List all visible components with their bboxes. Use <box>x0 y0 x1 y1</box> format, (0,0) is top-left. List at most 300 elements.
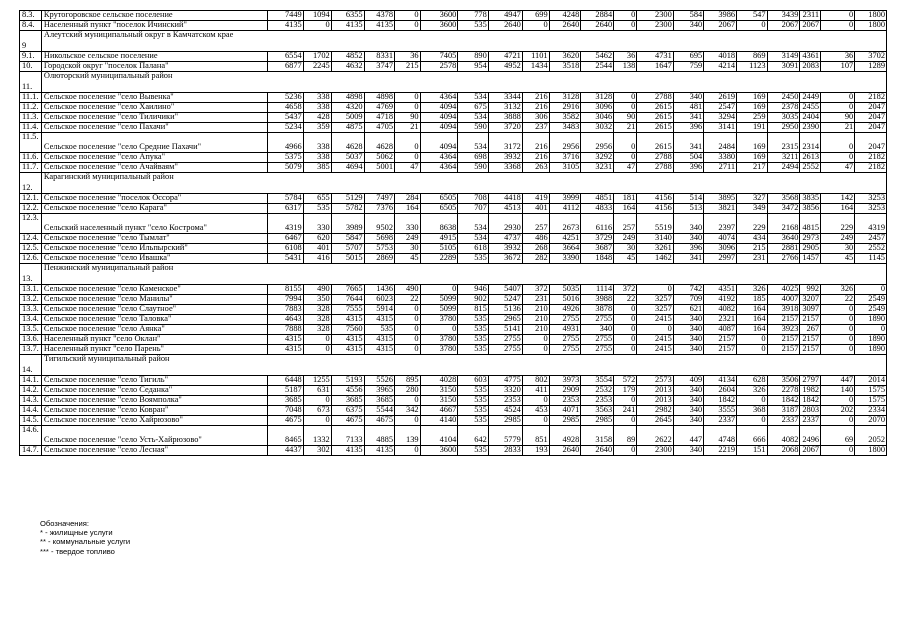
cell-value: 4082 <box>704 305 737 315</box>
cell-value: 4437 <box>268 446 303 456</box>
cell-value: 3600 <box>420 21 458 31</box>
cell-value: 2300 <box>637 11 674 21</box>
cell-value: 2070 <box>855 416 887 426</box>
section-header-row <box>20 31 887 52</box>
cell-value: 8331 <box>364 52 394 62</box>
cell-value: 5079 <box>268 163 303 173</box>
cell-value: 6505 <box>420 204 458 214</box>
cell-value: 5247 <box>488 295 522 305</box>
cell-value: 0 <box>614 93 637 103</box>
cell-value: 1457 <box>800 254 821 264</box>
cell-value: 2289 <box>420 254 458 264</box>
row-code: 12.3. <box>20 214 42 234</box>
cell-value: 2615 <box>637 103 674 113</box>
cell-value: 0 <box>395 11 421 21</box>
cell-value: 22 <box>821 295 855 305</box>
cell-value: 1123 <box>737 62 767 72</box>
row-name: Сельское поселение "село Слаутное" <box>41 305 267 315</box>
cell-value: 164 <box>395 204 421 214</box>
cell-value: 2881 <box>767 244 800 254</box>
cell-value: 3128 <box>549 93 581 103</box>
cell-value: 2067 <box>800 446 821 456</box>
table-row <box>20 426 887 446</box>
cell-value: 90 <box>821 113 855 123</box>
row-name: Сельское поселение "село Воямполка" <box>41 396 267 406</box>
tariff-table <box>19 10 887 456</box>
cell-value: 2415 <box>637 315 674 325</box>
cell-value: 4028 <box>420 376 458 386</box>
cell-value: 229 <box>821 214 855 234</box>
cell-value: 2494 <box>767 163 800 173</box>
row-code: 8.3. <box>20 11 42 21</box>
cell-value: 2673 <box>549 214 581 234</box>
cell-value: 3986 <box>704 11 737 21</box>
cell-value: 742 <box>673 285 703 295</box>
cell-value: 5847 <box>331 234 364 244</box>
cell-value: 1094 <box>303 11 331 21</box>
cell-value: 3207 <box>800 295 821 305</box>
cell-value: 21 <box>821 123 855 133</box>
cell-value: 2014 <box>855 376 887 386</box>
cell-value: 90 <box>614 113 637 123</box>
table-row <box>20 52 887 62</box>
cell-value: 7048 <box>268 406 303 416</box>
cell-value: 3187 <box>767 406 800 416</box>
cell-value: 21 <box>395 123 421 133</box>
row-code: 13.2. <box>20 295 42 305</box>
cell-value: 0 <box>395 103 421 113</box>
cell-value: 328 <box>303 315 331 325</box>
cell-value: 3140 <box>637 234 674 244</box>
cell-value: 5544 <box>364 406 394 416</box>
cell-value: 47 <box>614 163 637 173</box>
cell-value: 4135 <box>364 21 394 31</box>
cell-value: 4851 <box>581 194 614 204</box>
legend-item: *** - твердое топливо <box>40 546 115 556</box>
cell-value: 0 <box>821 335 855 345</box>
table-row <box>20 345 887 355</box>
cell-value: 2956 <box>549 133 581 153</box>
cell-value: 3895 <box>704 194 737 204</box>
cell-value: 902 <box>458 295 488 305</box>
cell-value: 69 <box>821 426 855 446</box>
cell-value: 890 <box>458 52 488 62</box>
cell-value: 4748 <box>704 426 737 446</box>
row-name: Алеутский муниципальный округ в Камчатском крае <box>41 31 886 52</box>
cell-value: 164 <box>737 305 767 315</box>
cell-value: 2640 <box>581 446 614 456</box>
tariff-table-body <box>20 11 887 456</box>
cell-value: 3988 <box>581 295 614 305</box>
row-name: Сельский населенный пункт "село Кострома" <box>41 214 267 234</box>
cell-value: 1842 <box>767 396 800 406</box>
row-code: 14.1. <box>20 376 42 386</box>
cell-value: 3965 <box>364 386 394 396</box>
cell-value: 2640 <box>581 21 614 31</box>
cell-value: 2755 <box>581 335 614 345</box>
cell-value: 4315 <box>364 345 394 355</box>
cell-value: 5193 <box>331 376 364 386</box>
cell-value: 2337 <box>704 416 737 426</box>
cell-value: 2532 <box>581 386 614 396</box>
cell-value: 267 <box>800 325 821 335</box>
cell-value: 535 <box>458 406 488 416</box>
cell-value: 2083 <box>800 62 821 72</box>
row-code: 11.6. <box>20 153 42 163</box>
cell-value: 4675 <box>331 416 364 426</box>
cell-value: 7376 <box>364 204 394 214</box>
cell-value: 4694 <box>331 163 364 173</box>
row-name: Сельское поселение "село Усть-Хайрюзово" <box>41 426 267 446</box>
cell-value: 0 <box>614 335 637 345</box>
cell-value: 3096 <box>704 244 737 254</box>
cell-value: 2640 <box>549 21 581 31</box>
cell-value: 2067 <box>800 21 821 31</box>
row-name: Сельское поселение "село Вывенка" <box>41 93 267 103</box>
cell-value: 3563 <box>581 406 614 416</box>
cell-value: 2549 <box>855 305 887 315</box>
cell-value: 2965 <box>488 315 522 325</box>
cell-value: 3932 <box>488 244 522 254</box>
cell-value: 1890 <box>855 345 887 355</box>
cell-value: 4658 <box>268 103 303 113</box>
cell-value: 802 <box>522 376 549 386</box>
cell-value: 0 <box>614 153 637 163</box>
cell-value: 0 <box>303 21 331 31</box>
cell-value: 341 <box>673 254 703 264</box>
cell-value: 4731 <box>637 52 674 62</box>
cell-value: 3687 <box>581 244 614 254</box>
cell-value: 3878 <box>581 305 614 315</box>
cell-value: 2645 <box>637 416 674 426</box>
cell-value: 534 <box>458 234 488 244</box>
cell-value: 3368 <box>488 163 522 173</box>
cell-value: 340 <box>581 325 614 335</box>
cell-value: 4315 <box>268 335 303 345</box>
cell-value: 3035 <box>767 113 800 123</box>
cell-value: 181 <box>614 194 637 204</box>
cell-value: 4082 <box>767 426 800 446</box>
cell-value: 3261 <box>637 244 674 254</box>
cell-value: 2378 <box>767 103 800 113</box>
cell-value: 851 <box>522 426 549 446</box>
row-name: Сельское поселение "село Седанка" <box>41 386 267 396</box>
cell-value: 4718 <box>364 113 394 123</box>
cell-value: 349 <box>737 204 767 214</box>
row-code: 11.3. <box>20 113 42 123</box>
cell-value: 6448 <box>268 376 303 386</box>
cell-value: 4018 <box>704 52 737 62</box>
cell-value: 535 <box>458 386 488 396</box>
cell-value: 217 <box>737 163 767 173</box>
cell-value: 513 <box>673 204 703 214</box>
cell-value: 514 <box>673 194 703 204</box>
row-code: 9 <box>20 31 42 52</box>
cell-value: 490 <box>395 285 421 295</box>
row-code: 14.4. <box>20 406 42 416</box>
cell-value: 338 <box>303 103 331 113</box>
cell-value: 698 <box>458 153 488 163</box>
cell-value: 4248 <box>549 11 581 21</box>
cell-value: 5136 <box>488 305 522 315</box>
cell-value: 237 <box>522 123 549 133</box>
cell-value: 2353 <box>488 396 522 406</box>
cell-value: 4737 <box>488 234 522 244</box>
cell-value: 3032 <box>581 123 614 133</box>
cell-value: 0 <box>303 335 331 345</box>
cell-value: 5009 <box>331 113 364 123</box>
row-code: 14.3. <box>20 396 42 406</box>
row-name: Тигильский муниципальный район <box>41 355 886 376</box>
cell-value: 2833 <box>488 446 522 456</box>
cell-value: 3973 <box>549 376 581 386</box>
cell-value: 4721 <box>488 52 522 62</box>
cell-value: 642 <box>458 426 488 446</box>
cell-value: 620 <box>303 234 331 244</box>
cell-value: 618 <box>458 244 488 254</box>
cell-value: 946 <box>458 285 488 295</box>
cell-value: 5519 <box>637 214 674 234</box>
cell-value: 535 <box>458 446 488 456</box>
cell-value: 5431 <box>268 254 303 264</box>
cell-value: 9502 <box>364 214 394 234</box>
cell-value: 7405 <box>420 52 458 62</box>
cell-value: 2552 <box>855 244 887 254</box>
cell-value: 4351 <box>704 285 737 295</box>
table-row <box>20 163 887 173</box>
cell-value: 164 <box>737 325 767 335</box>
cell-value: 0 <box>303 345 331 355</box>
cell-value: 4643 <box>268 315 303 325</box>
cell-value: 535 <box>364 325 394 335</box>
cell-value: 621 <box>673 305 703 315</box>
cell-value: 428 <box>303 113 331 123</box>
cell-value: 3582 <box>549 113 581 123</box>
cell-value: 2788 <box>637 163 674 173</box>
cell-value: 0 <box>737 335 767 345</box>
cell-value: 411 <box>522 386 549 396</box>
cell-value: 3096 <box>581 103 614 113</box>
cell-value: 4364 <box>420 93 458 103</box>
cell-value: 2047 <box>855 133 887 153</box>
cell-value: 2909 <box>549 386 581 396</box>
cell-value: 0 <box>614 133 637 153</box>
cell-value: 7133 <box>331 426 364 446</box>
row-name: Сельское поселение "село Каменское" <box>41 285 267 295</box>
cell-value: 3685 <box>331 396 364 406</box>
cell-value: 2985 <box>581 416 614 426</box>
cell-value: 4112 <box>549 204 581 214</box>
cell-value: 0 <box>821 345 855 355</box>
cell-value: 534 <box>458 214 488 234</box>
cell-value: 169 <box>737 133 767 153</box>
cell-value: 191 <box>737 123 767 133</box>
cell-value: 2803 <box>800 406 821 416</box>
cell-value: 2619 <box>704 93 737 103</box>
cell-value: 2278 <box>767 386 800 396</box>
cell-value: 2157 <box>767 345 800 355</box>
cell-value: 535 <box>458 335 488 345</box>
cell-value: 2916 <box>549 103 581 113</box>
cell-value: 7644 <box>331 295 364 305</box>
cell-value: 0 <box>614 315 637 325</box>
cell-value: 45 <box>395 254 421 264</box>
cell-value: 0 <box>395 315 421 325</box>
cell-value: 340 <box>673 386 703 396</box>
cell-value: 4418 <box>488 194 522 204</box>
cell-value: 0 <box>395 446 421 456</box>
row-code: 13.1. <box>20 285 42 295</box>
cell-value: 340 <box>673 234 703 244</box>
cell-value: 3320 <box>488 386 522 396</box>
cell-value: 259 <box>737 113 767 123</box>
cell-value: 5784 <box>268 194 303 204</box>
row-name: Сельское поселение "село Ивашка" <box>41 254 267 264</box>
cell-value: 4319 <box>855 214 887 234</box>
cell-value: 36 <box>395 52 421 62</box>
row-name: Сельское поселение "село Ачайваям" <box>41 163 267 173</box>
cell-value: 5707 <box>331 244 364 254</box>
row-name: Населенный пункт "село Парень" <box>41 345 267 355</box>
legend-title: Обозначения: <box>40 519 89 528</box>
cell-value: 2182 <box>855 163 887 173</box>
cell-value: 1145 <box>855 254 887 264</box>
cell-value: 4875 <box>331 123 364 133</box>
cell-value: 7555 <box>331 305 364 315</box>
cell-value: 2449 <box>800 93 821 103</box>
cell-value: 486 <box>522 234 549 244</box>
cell-value: 0 <box>395 93 421 103</box>
cell-value: 3600 <box>420 446 458 456</box>
cell-value: 2484 <box>704 133 737 153</box>
cell-value: 481 <box>673 103 703 113</box>
cell-value: 0 <box>637 285 674 295</box>
cell-value: 179 <box>614 386 637 396</box>
cell-value: 2711 <box>704 163 737 173</box>
legend <box>40 519 130 556</box>
cell-value: 4556 <box>331 386 364 396</box>
row-code: 11.1. <box>20 93 42 103</box>
cell-value: 5526 <box>364 376 394 386</box>
row-name: Крутогоровское сельское поселение <box>41 11 267 21</box>
cell-value: 2157 <box>800 345 821 355</box>
cell-value: 0 <box>303 416 331 426</box>
cell-value: 340 <box>673 406 703 416</box>
cell-value: 3472 <box>767 204 800 214</box>
cell-value: 3685 <box>364 396 394 406</box>
cell-value: 673 <box>303 406 331 416</box>
cell-value: 2390 <box>800 123 821 133</box>
cell-value: 1434 <box>522 62 549 72</box>
cell-value: 5236 <box>268 93 303 103</box>
cell-value: 0 <box>614 396 637 406</box>
cell-value: 0 <box>821 103 855 113</box>
cell-value: 992 <box>800 285 821 295</box>
cell-value: 954 <box>458 62 488 72</box>
cell-value: 0 <box>614 325 637 335</box>
cell-value: 5001 <box>364 163 394 173</box>
cell-value: 216 <box>522 103 549 113</box>
cell-value: 338 <box>303 133 331 153</box>
cell-value: 302 <box>303 446 331 456</box>
table-row <box>20 93 887 103</box>
cell-value: 3211 <box>767 153 800 163</box>
cell-value: 2985 <box>549 416 581 426</box>
cell-value: 2604 <box>704 386 737 396</box>
cell-value: 5105 <box>420 244 458 254</box>
row-name: Карагинский муниципальный район <box>41 173 886 194</box>
table-row <box>20 315 887 325</box>
cell-value: 1842 <box>704 396 737 406</box>
cell-value: 2573 <box>637 376 674 386</box>
cell-value: 4025 <box>767 285 800 295</box>
legend-item: * - жилищные услуги <box>40 528 113 538</box>
cell-value: 0 <box>420 325 458 335</box>
cell-value: 340 <box>673 335 703 345</box>
cell-value: 4898 <box>331 93 364 103</box>
cell-value: 3390 <box>549 254 581 264</box>
cell-value: 707 <box>458 204 488 214</box>
cell-value: 0 <box>737 396 767 406</box>
cell-value: 0 <box>821 11 855 21</box>
cell-value: 1332 <box>303 426 331 446</box>
cell-value: 6467 <box>268 234 303 244</box>
cell-value: 4966 <box>268 133 303 153</box>
cell-value: 2755 <box>488 335 522 345</box>
cell-value: 3923 <box>767 325 800 335</box>
cell-value: 535 <box>458 254 488 264</box>
cell-value: 4135 <box>331 21 364 31</box>
cell-value: 535 <box>303 204 331 214</box>
cell-value: 2067 <box>704 21 737 31</box>
cell-value: 140 <box>821 386 855 396</box>
cell-value: 3989 <box>331 214 364 234</box>
row-code: 12.1. <box>20 194 42 204</box>
cell-value: 699 <box>522 11 549 21</box>
cell-value: 396 <box>673 163 703 173</box>
cell-value: 2640 <box>488 21 522 31</box>
cell-value: 6116 <box>581 214 614 234</box>
cell-value: 1462 <box>637 254 674 264</box>
cell-value: 4315 <box>268 345 303 355</box>
table-row <box>20 123 887 133</box>
section-header-row <box>20 264 887 285</box>
cell-value: 2321 <box>704 315 737 325</box>
cell-value: 6355 <box>331 11 364 21</box>
cell-value: 0 <box>395 396 421 406</box>
row-code: 8.4. <box>20 21 42 31</box>
cell-value: 3729 <box>581 234 614 244</box>
cell-value: 0 <box>821 396 855 406</box>
cell-value: 4885 <box>364 426 394 446</box>
cell-value: 534 <box>458 133 488 153</box>
cell-value: 2219 <box>704 446 737 456</box>
cell-value: 3292 <box>581 153 614 163</box>
cell-value: 603 <box>458 376 488 386</box>
cell-value: 2455 <box>800 103 821 113</box>
cell-value: 5129 <box>331 194 364 204</box>
cell-value: 4315 <box>364 315 394 325</box>
cell-value: 675 <box>458 103 488 113</box>
table-row <box>20 305 887 315</box>
cell-value: 590 <box>458 123 488 133</box>
cell-value: 4378 <box>364 11 394 21</box>
row-code: 14.7. <box>20 446 42 456</box>
cell-value: 202 <box>821 406 855 416</box>
cell-value: 4898 <box>364 93 394 103</box>
cell-value: 4094 <box>420 133 458 153</box>
cell-value: 0 <box>637 325 674 335</box>
